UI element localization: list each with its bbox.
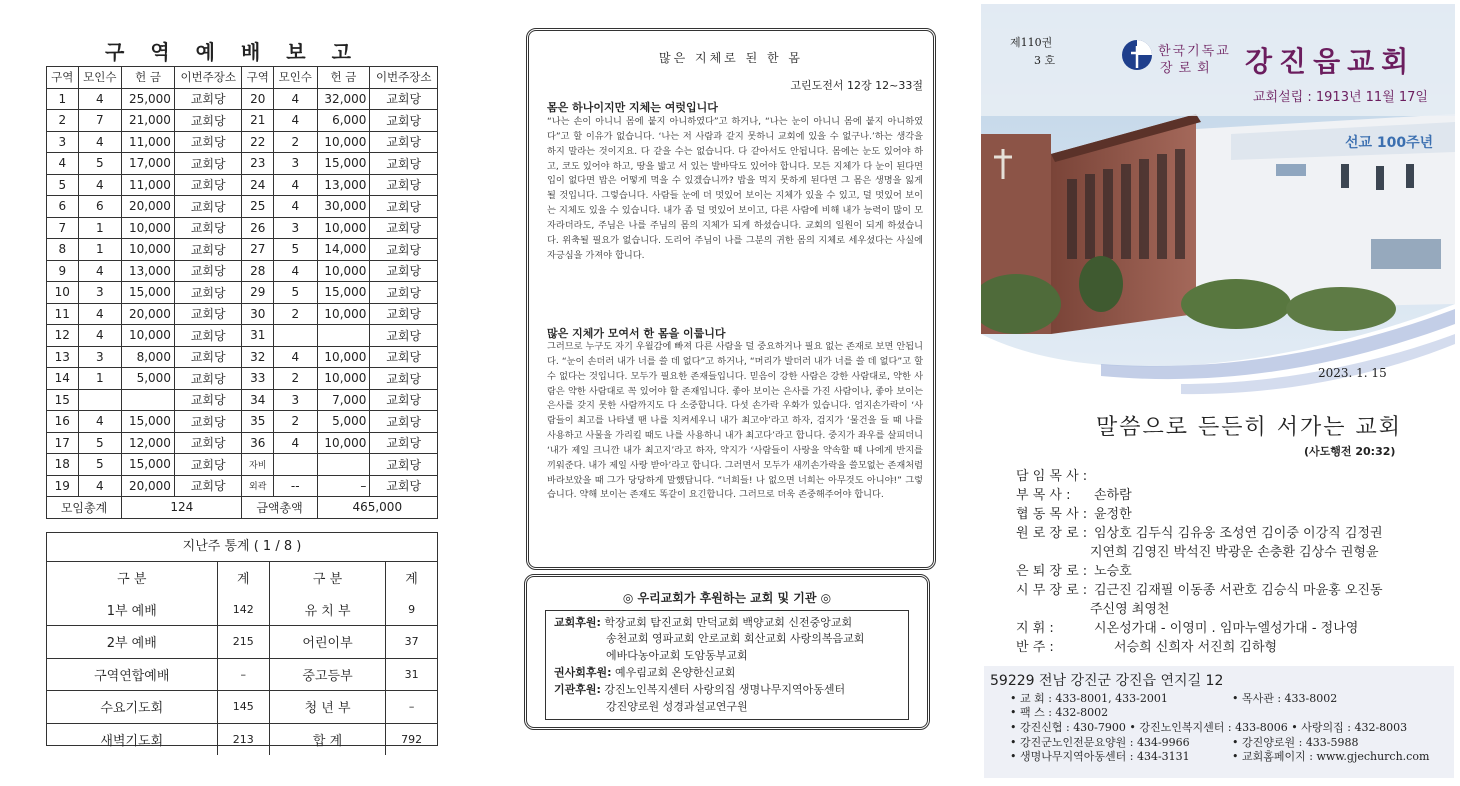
table-cell: 13,000 [122, 260, 175, 282]
table-row [47, 217, 438, 239]
table-cell: 교회당 [174, 217, 242, 239]
table-cell: 32,000 [317, 88, 370, 110]
sermon-heading-1: 몸은 하나이지만 지체는 여럿입니다 [547, 101, 718, 114]
table-cell: 교회당 [370, 217, 438, 239]
table-cell [317, 325, 370, 347]
bulletin-date: 2023. 1. 15 [1318, 366, 1387, 380]
table-cell: 교회당 [370, 346, 438, 368]
table-row [47, 239, 438, 261]
table-cell: 교회당 [370, 432, 438, 454]
table-cell: 10,000 [317, 432, 370, 454]
table-cell: 외곽 [242, 475, 274, 497]
staff-row: 시 무 장 로 : 김근진 김재필 이동종 서관호 김승식 마윤홍 오진동 [1016, 583, 1383, 598]
table-cell: 교회당 [370, 303, 438, 325]
table-cell: 10,000 [317, 131, 370, 153]
table-cell: 교회당 [370, 282, 438, 304]
table-cell: 교회당 [370, 88, 438, 110]
table-cell: 10,000 [317, 260, 370, 282]
table-cell: 25 [242, 196, 274, 218]
table-cell: 교회당 [370, 260, 438, 282]
table-cell: 20 [242, 88, 274, 110]
support-line: 기관후원: 강진노인복지센터 사랑의집 생명나무지역아동센터 [554, 683, 846, 696]
contact-homepage: • 교회홈페이지 : www.gjechurch.com [1232, 750, 1430, 763]
table-cell: 34 [242, 389, 274, 411]
table-cell: 교회당 [370, 411, 438, 433]
table-cell: 5 [78, 153, 122, 175]
stats-cell: 37 [386, 626, 437, 659]
table-cell: 3 [274, 217, 318, 239]
table-cell: 교회당 [370, 174, 438, 196]
table-cell: 교회당 [174, 368, 242, 390]
support-line: 교회후원: 학장교회 탐진교회 만덕교회 백양교회 신전중앙교회 [554, 616, 853, 629]
table-cell: 26 [242, 217, 274, 239]
stats-cell: 2부 예배 [47, 626, 217, 659]
table-row [47, 368, 438, 390]
table-cell: 교회당 [174, 260, 242, 282]
contact-church-phone: • 교 회 : 433-8001, 433-2001 [1010, 692, 1168, 705]
table-cell: 1 [78, 217, 122, 239]
table-cell: 교회당 [370, 110, 438, 132]
table-cell: 10,000 [317, 368, 370, 390]
col-header: 헌 금 [122, 67, 175, 89]
table-cell: 교회당 [174, 325, 242, 347]
table-cell [317, 454, 370, 476]
district-report-title: 구역예배보고 [105, 40, 377, 64]
table-cell: 11,000 [122, 174, 175, 196]
table-cell: 교회당 [370, 196, 438, 218]
table-cell: 12 [47, 325, 79, 347]
table-cell: 25,000 [122, 88, 175, 110]
support-title: ◎ 우리교회가 후원하는 교회 및 기관 ◎ [622, 591, 832, 605]
table-cell: 23 [242, 153, 274, 175]
stats-cell: – [386, 691, 437, 724]
stats-row [47, 594, 437, 626]
table-cell: 6,000 [317, 110, 370, 132]
staff-row: 지연희 김영진 박석진 박광운 손충환 김상수 권형윤 [1090, 545, 1379, 560]
table-cell: 5,000 [122, 368, 175, 390]
table-cell: 27 [242, 239, 274, 261]
table-cell: 교회당 [174, 239, 242, 261]
stats-header: 계 [386, 562, 437, 594]
sermon-box [526, 28, 936, 570]
volume-number: 제110권 [1010, 36, 1053, 49]
table-cell: 4 [78, 411, 122, 433]
contact-parsonage: • 목사관 : 433-8002 [1232, 692, 1338, 705]
staff-row: 은 퇴 장 로 : 노승호 [1016, 564, 1132, 579]
table-cell: 18 [47, 454, 79, 476]
motto-reference: (사도행전 20:32) [1304, 445, 1396, 458]
table-cell: 교회당 [174, 174, 242, 196]
table-cell: 32 [242, 346, 274, 368]
table-cell: 4 [78, 88, 122, 110]
table-cell: 교회당 [174, 110, 242, 132]
stats-header: 구 분 [269, 562, 385, 594]
table-cell: – [317, 475, 370, 497]
table-cell: 10,000 [317, 217, 370, 239]
total-attendance-label: 모임총계 [47, 497, 122, 519]
table-cell: 5 [274, 239, 318, 261]
table-cell: 교회당 [174, 475, 242, 497]
stats-row [47, 691, 437, 724]
contact-fax: • 팩 스 : 432-8002 [1010, 706, 1109, 719]
stats-row [47, 723, 437, 755]
table-row [47, 88, 438, 110]
table-cell: 교회당 [174, 411, 242, 433]
table-row [47, 303, 438, 325]
support-line: 송천교회 영파교회 안로교회 회산교회 사랑의복음교회 [606, 632, 865, 645]
table-cell: 교회당 [174, 454, 242, 476]
sermon-heading-2: 많은 지체가 모여서 한 몸을 이룹니다 [547, 327, 726, 340]
table-cell: 30 [242, 303, 274, 325]
sermon-paragraph-2: 그러므로 누구도 자기 우월감에 빠져 다른 사람을 덜 중요하거나 필요 없는 존재로 보면 안됩니다. “눈이 손더러 내가 너를 쓸 데 없다”고 하거나, “머리가 발더러 내가 너를 쓸 데 없다”고 할 수 없다는 것입니다. 모두가 필요한 존재들입니다. 믿음이 강한 사람은 강한 사람대로, 약한 사람은 약한 사람대로 꼭 있어야 할 존재입니다. 좋아 보이는 은사를 가진 사람이나, 좋아 보이는 은사를 갖지 못한 사람까지도 다 소중합니다. 다섯 손가락 우화가 있습니다. 엄지손가락이 ‘사람들이 최고를 나타낼 땐 나를 치켜세우니 내가 최고야’라고 하자, 검지가 ‘물건을 들 때 나를 사용하고 사물을 가리킬 때도 나를 사용하니 내가 최고다’라고 합니다. 중지가 좌우를 살피더니 ‘내가 제일 크니깐 내가 최고지’라고 하자, 약지가 ‘사람들이 사랑을 약속할 때 나에게 반지를 끼워준다. 내가 제일 사랑 받아’라고 합니다. 그러면서 모두가 새끼손가락을 쓸모없는 존재처럼 바라보았을 때 그가 당당하게 말했답니다. “너희들! 나 없으면 너희는 아무것도 아니야!” 그렇습니다. 약해 보이는 존재도 똑같이 요긴합니다. 그러므로 더욱 존중해주어야 합니다. [547, 341, 923, 501]
table-cell: 22 [242, 131, 274, 153]
table-cell: 6 [47, 196, 79, 218]
table-cell: 4 [274, 174, 318, 196]
contact-affiliates: • 강진신협 : 430-7900 • 강진노인복지센터 : 433-8006 • 사랑의집 : 432-8003 [1010, 721, 1408, 734]
stats-cell: – [217, 658, 269, 691]
stats-cell: 792 [386, 723, 437, 755]
staff-row: 부 목 사 : 손하람 [1016, 488, 1132, 503]
table-cell: 36 [242, 432, 274, 454]
table-cell: 14,000 [317, 239, 370, 261]
support-box [524, 574, 930, 730]
sermon-title: 많은 지체로 된 한 몸 [659, 51, 803, 65]
table-cell: 교회당 [174, 88, 242, 110]
table-cell: 4 [274, 432, 318, 454]
table-cell: 24 [242, 174, 274, 196]
total-amount-label: 금액총액 [242, 497, 317, 519]
table-cell: 교회당 [370, 131, 438, 153]
table-cell: 교회당 [174, 153, 242, 175]
table-cell: 5 [274, 282, 318, 304]
table-cell: 4 [78, 303, 122, 325]
support-line: 에바다농아교회 도암동부교회 [606, 649, 748, 662]
col-header: 이번주장소 [174, 67, 242, 89]
stats-cell: 중고등부 [269, 658, 385, 691]
table-cell: 1 [78, 239, 122, 261]
table-cell: 15,000 [122, 282, 175, 304]
table-cell: 2 [274, 368, 318, 390]
stats-row [47, 626, 437, 659]
table-row [47, 389, 438, 411]
col-header: 모인수 [274, 67, 318, 89]
staff-row: 주신영 최영천 [1090, 602, 1170, 617]
stats-cell: 구역연합예배 [47, 658, 217, 691]
table-cell: 4 [78, 131, 122, 153]
table-cell: 5 [78, 454, 122, 476]
contact-nursing-home: • 강진군노인전문요양원 : 434-9966 [1010, 736, 1190, 749]
totals-row [47, 497, 438, 519]
table-cell: 4 [78, 260, 122, 282]
support-list [545, 610, 909, 720]
table-row [47, 153, 438, 175]
district-offering-table [46, 66, 438, 519]
staff-row: 협 동 목 사 : 윤정한 [1016, 507, 1132, 522]
table-cell: 교회당 [370, 368, 438, 390]
contact-elder-home: • 강진양로원 : 433-5988 [1232, 736, 1359, 749]
table-cell: 교회당 [174, 303, 242, 325]
table-cell: 20,000 [122, 303, 175, 325]
stats-cell: 31 [386, 658, 437, 691]
table-cell: 15,000 [122, 411, 175, 433]
table-cell: 교회당 [370, 389, 438, 411]
table-cell: 교회당 [370, 153, 438, 175]
table-cell: 9 [47, 260, 79, 282]
table-cell: 5 [47, 174, 79, 196]
table-cell: 교회당 [174, 131, 242, 153]
stats-header: 구 분 [47, 562, 217, 594]
table-cell: 1 [47, 88, 79, 110]
table-cell: 31 [242, 325, 274, 347]
table-cell: 19 [47, 475, 79, 497]
table-cell [274, 325, 318, 347]
stats-cell: 청 년 부 [269, 691, 385, 724]
table-cell: 10,000 [122, 217, 175, 239]
table-cell: 교회당 [370, 239, 438, 261]
table-cell: 33 [242, 368, 274, 390]
table-cell: 10,000 [122, 325, 175, 347]
table-cell: 교회당 [370, 475, 438, 497]
staff-row: 지 휘 : 시온성가대 - 이영미 . 임마누엘성가대 - 정나영 [1016, 621, 1359, 636]
table-cell: 교회당 [174, 389, 242, 411]
table-cell: 8 [47, 239, 79, 261]
stats-row [47, 658, 437, 691]
founding-date: 교회설립 : 1913년 11월 17일 [1253, 90, 1428, 105]
table-cell: 20,000 [122, 196, 175, 218]
table-cell: 28 [242, 260, 274, 282]
stats-cell: 145 [217, 691, 269, 724]
table-cell: 4 [78, 325, 122, 347]
stats-header: 계 [217, 562, 269, 594]
table-cell: 3 [47, 131, 79, 153]
table-cell: 10,000 [317, 346, 370, 368]
issue-number: 3 호 [1034, 54, 1056, 67]
stats-cell: 215 [217, 626, 269, 659]
church-name: 강진읍교회 [1245, 45, 1416, 78]
table-row [47, 432, 438, 454]
denomination-line-2: 장로회 [1160, 61, 1216, 76]
col-header: 모인수 [78, 67, 122, 89]
stats-cell: 유 치 부 [269, 594, 385, 626]
church-motto: 말씀으로 든든히 서가는 교회 [1096, 415, 1403, 440]
staff-row: 담 임 목 사 : [1016, 469, 1088, 484]
table-cell: 5 [78, 432, 122, 454]
mission-banner: 선교 100주년 [1345, 135, 1434, 151]
table-cell: 11,000 [122, 131, 175, 153]
col-header: 이번주장소 [370, 67, 438, 89]
table-cell: 4 [274, 260, 318, 282]
table-cell: 3 [274, 389, 318, 411]
table-cell: 16 [47, 411, 79, 433]
table-row [47, 325, 438, 347]
table-cell: 4 [274, 88, 318, 110]
table-cell: 20,000 [122, 475, 175, 497]
table-row [47, 260, 438, 282]
support-line: 권사회후원: 예우림교회 온양한신교회 [554, 666, 736, 679]
table-cell: 자비 [242, 454, 274, 476]
table-cell: 7 [47, 217, 79, 239]
table-cell: 6 [78, 196, 122, 218]
col-header: 구역 [47, 67, 79, 89]
table-cell: 10 [47, 282, 79, 304]
table-cell: 10,000 [317, 303, 370, 325]
col-header: 구역 [242, 67, 274, 89]
table-row [47, 454, 438, 476]
denomination-line-1: 한국기독교 [1158, 44, 1231, 59]
table-cell: 교회당 [174, 196, 242, 218]
table-cell: 10,000 [122, 239, 175, 261]
table-cell: 12,000 [122, 432, 175, 454]
table-cell: -- [274, 475, 318, 497]
table-cell [122, 389, 175, 411]
table-cell: 15,000 [317, 153, 370, 175]
stats-cell: 새벽기도회 [47, 723, 217, 755]
table-cell: 30,000 [317, 196, 370, 218]
total-attendance-value: 124 [122, 497, 242, 519]
table-row [47, 346, 438, 368]
table-cell: 4 [274, 110, 318, 132]
table-cell: 3 [78, 346, 122, 368]
staff-row: 원 로 장 로 : 임상호 김두식 김유웅 조성연 김이중 이강직 김정권 [1016, 526, 1383, 541]
table-cell: 교회당 [174, 346, 242, 368]
table-cell [78, 389, 122, 411]
table-row [47, 411, 438, 433]
table-cell: 13,000 [317, 174, 370, 196]
table-cell: 4 [274, 196, 318, 218]
table-cell: 8,000 [122, 346, 175, 368]
table-row [47, 196, 438, 218]
table-cell: 17 [47, 432, 79, 454]
stats-cell: 어린이부 [269, 626, 385, 659]
table-cell: 14 [47, 368, 79, 390]
staff-row: 반 주 : 서승희 신희자 서진희 김하형 [1016, 640, 1278, 655]
table-cell: 4 [274, 346, 318, 368]
table-cell: 11 [47, 303, 79, 325]
table-cell: 4 [47, 153, 79, 175]
weekly-stats-title: 지난주 통계 ( 1 / 8 ) [47, 533, 437, 562]
table-cell: 17,000 [122, 153, 175, 175]
table-header-row [47, 67, 438, 89]
support-line: 강진양로원 성경과설교연구원 [606, 700, 748, 713]
contact-childrens-center: • 생명나무지역아동센터 : 434-3131 [1010, 750, 1190, 763]
stats-cell: 합 계 [269, 723, 385, 755]
table-cell: 교회당 [370, 454, 438, 476]
table-cell: 2 [47, 110, 79, 132]
stats-cell: 수요기도회 [47, 691, 217, 724]
table-row [47, 174, 438, 196]
table-cell: 15 [47, 389, 79, 411]
stats-cell: 1부 예배 [47, 594, 217, 626]
table-cell: 21,000 [122, 110, 175, 132]
weekly-stats-table [47, 562, 437, 755]
table-row [47, 282, 438, 304]
table-cell: 15,000 [317, 282, 370, 304]
table-cell: 29 [242, 282, 274, 304]
table-cell: 5,000 [317, 411, 370, 433]
table-row [47, 110, 438, 132]
sermon-paragraph-1: “나는 손이 아니니 몸에 붙지 아니하였다”고 하거나, “나는 눈이 아니니 몸에 붙지 아니하였다”고 할 이유가 없습니다. ‘나는 저 사람과 같지 못하니 교회에 있을 수 없구나.’하는 생각을 하지 말라는 것이지요. 다 같을 수는 없습니다. 다 같아서도 안됩니다. 몸에는 눈도 있어야 하고, 코도 있어야 하고, 땅을 밟고 서 있는 발바닥도 있어야 합니다. 모든 지체가 다 눈이 된다면 입이 없다면 밥은 어떻게 먹을 수 있겠습니까? 밥을 먹지 못하게 된다면 그 몸은 생명을 잃게 될 것입니다. 그렇습니다. 사람들 눈에 더 멋있어 보이는 지체가 있을 수 있고, 덜 멋있어 보이는 지체도 있을 수 있습니다. 내가 좀 덜 멋있어 보이고, 다른 사람에 비해 내가 능력이 많이 모자라더라도, 주님은 나를 주님의 몸의 지체가 되게 하셨습니다. 교회의 일원이 되게 하셨습니다. 위축될 필요가 없습니다. 도리어 주님이 나를 그분의 귀한 몸의 지체로 세우셨다는 사실에 자긍심을 가져야 합니다. [547, 116, 923, 261]
table-cell: 35 [242, 411, 274, 433]
table-cell: 2 [274, 131, 318, 153]
stats-header-row [47, 562, 437, 594]
table-cell: 2 [274, 303, 318, 325]
table-row [47, 475, 438, 497]
table-cell [274, 454, 318, 476]
table-cell: 7,000 [317, 389, 370, 411]
church-address: 59229 전남 강진군 강진읍 연지길 12 [990, 673, 1224, 689]
table-cell: 4 [78, 475, 122, 497]
table-cell: 3 [274, 153, 318, 175]
table-cell: 13 [47, 346, 79, 368]
table-cell: 교회당 [174, 282, 242, 304]
table-cell: 2 [274, 411, 318, 433]
total-amount-value: 465,000 [317, 497, 437, 519]
table-cell: 4 [78, 174, 122, 196]
sermon-scripture-reference: 고린도전서 12장 12~33절 [790, 79, 923, 92]
table-cell: 교회당 [174, 432, 242, 454]
denomination-logo-icon [1120, 38, 1154, 72]
col-header: 헌 금 [317, 67, 370, 89]
table-cell: 7 [78, 110, 122, 132]
table-cell: 1 [78, 368, 122, 390]
weekly-stats-box [46, 532, 438, 749]
table-cell: 15,000 [122, 454, 175, 476]
stats-cell: 142 [217, 594, 269, 626]
table-row [47, 131, 438, 153]
table-cell: 3 [78, 282, 122, 304]
stats-cell: 213 [217, 723, 269, 755]
table-cell: 21 [242, 110, 274, 132]
stats-cell: 9 [386, 594, 437, 626]
table-cell: 교회당 [370, 325, 438, 347]
